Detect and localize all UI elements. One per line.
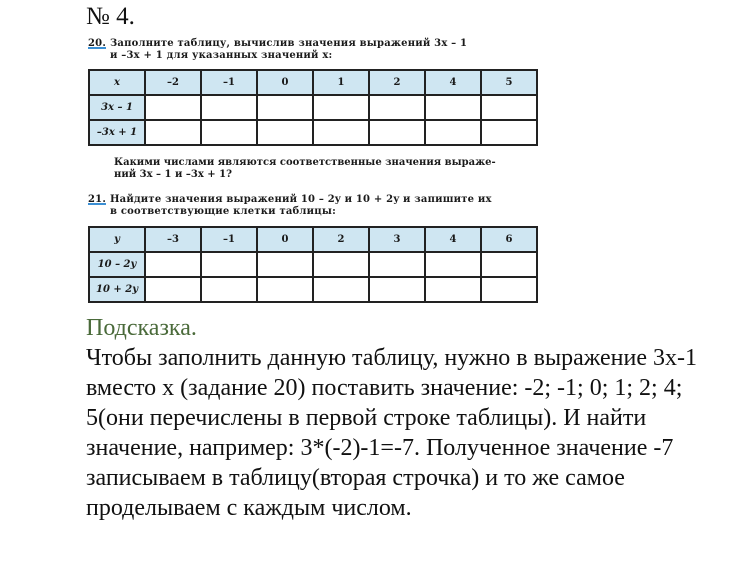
task-21-header-cell: 4 xyxy=(425,227,481,252)
task-20-row-label: –3x + 1 xyxy=(89,120,145,145)
task-21-answer-cell xyxy=(257,252,313,277)
task-21-answer-cell xyxy=(425,277,481,302)
task-21-line1: Найдите значения выражений 10 – 2y и 10 + 2y и запишите их xyxy=(110,194,492,205)
hint-title: Подсказка. xyxy=(86,315,197,341)
task-20-answer-cell xyxy=(145,95,201,120)
task-21-answer-cell xyxy=(481,277,537,302)
task-20-header-cell: 0 xyxy=(257,70,313,95)
task-21-header-cell: 2 xyxy=(313,227,369,252)
task-20-question xyxy=(114,157,496,181)
task-21-row-label: 10 – 2y xyxy=(89,252,145,277)
task-20-question-line2: ний 3x – 1 и –3x + 1? xyxy=(114,169,232,180)
task-21-row xyxy=(89,252,537,277)
task-20-answer-cell xyxy=(425,120,481,145)
task-20-row xyxy=(89,95,537,120)
task-21-header-cell: y xyxy=(89,227,145,252)
task-21-answer-cell xyxy=(369,277,425,302)
task-20-header-cell: 1 xyxy=(313,70,369,95)
task-20-line2: и –3x + 1 для указанных значений x: xyxy=(110,50,333,61)
task-20-answer-cell xyxy=(201,120,257,145)
task-21-header-cell: 0 xyxy=(257,227,313,252)
task-21-answer-cell xyxy=(201,252,257,277)
task-21-answer-cell xyxy=(145,277,201,302)
task-21-answer-cell xyxy=(481,252,537,277)
task-20-answer-cell xyxy=(313,120,369,145)
task-20-answer-cell xyxy=(257,95,313,120)
task-20-question-line1: Какими числами являются соответственные значения выраже- xyxy=(114,157,496,168)
task-20-line1: Заполните таблицу, вычислив значения выражений 3x – 1 xyxy=(110,38,468,49)
task-20-row xyxy=(89,120,537,145)
task-21-table xyxy=(88,226,538,303)
task-20-answer-cell xyxy=(425,95,481,120)
textbook-scan xyxy=(86,36,542,308)
task-20-answer-cell xyxy=(481,95,537,120)
task-21-answer-cell xyxy=(425,252,481,277)
hint-body: Чтобы заполнить данную таблицу, нужно в выражение 3х-1 вместо х (задание 20) поставить значение: -2; -1; 0; 1; 2; 4; 5(они перечислены в первой строке таблицы). И найти значение, например: 3*(-2)-1=-7. Полученное значение -7 записываем в таблицу(вторая строчка) и то же самое проделываем с каждым числом. xyxy=(86,345,697,521)
task-20-header-cell: x xyxy=(89,70,145,95)
task-21-answer-cell xyxy=(313,252,369,277)
task-20-table xyxy=(88,69,538,146)
task-21-row-label: 10 + 2y xyxy=(89,277,145,302)
task-21-statement xyxy=(88,194,492,218)
task-20-header-cell: –1 xyxy=(201,70,257,95)
task-20-answer-cell xyxy=(369,120,425,145)
task-21-header-cell: –3 xyxy=(145,227,201,252)
task-21-header-cell: –1 xyxy=(201,227,257,252)
task-20-answer-cell xyxy=(313,95,369,120)
task-21-answer-cell xyxy=(201,277,257,302)
task-20-answer-cell xyxy=(369,95,425,120)
task-20-header-cell: 5 xyxy=(481,70,537,95)
task-20-row-label: 3x – 1 xyxy=(89,95,145,120)
task-21-header-row xyxy=(89,227,537,252)
task-20-answer-cell xyxy=(257,120,313,145)
task-20-number: 20. xyxy=(88,38,106,49)
task-20-answer-cell xyxy=(201,95,257,120)
task-21-answer-cell xyxy=(369,252,425,277)
task-21-answer-cell xyxy=(257,277,313,302)
task-21-header-cell: 3 xyxy=(369,227,425,252)
task-21-number: 21. xyxy=(88,194,106,205)
task-21-line2: в соответствующие клетки таблицы: xyxy=(110,206,336,217)
task-21-answer-cell xyxy=(313,277,369,302)
task-21-answer-cell xyxy=(145,252,201,277)
task-20-header-cell: –2 xyxy=(145,70,201,95)
hint-block xyxy=(86,313,726,523)
task-20-answer-cell xyxy=(481,120,537,145)
task-20-statement xyxy=(88,38,467,62)
task-20-answer-cell xyxy=(145,120,201,145)
task-20-header-cell: 2 xyxy=(369,70,425,95)
task-21-row xyxy=(89,277,537,302)
task-21-header-cell: 6 xyxy=(481,227,537,252)
task-20-header-cell: 4 xyxy=(425,70,481,95)
task-20-header-row xyxy=(89,70,537,95)
doc-title: № 4. xyxy=(86,3,135,30)
